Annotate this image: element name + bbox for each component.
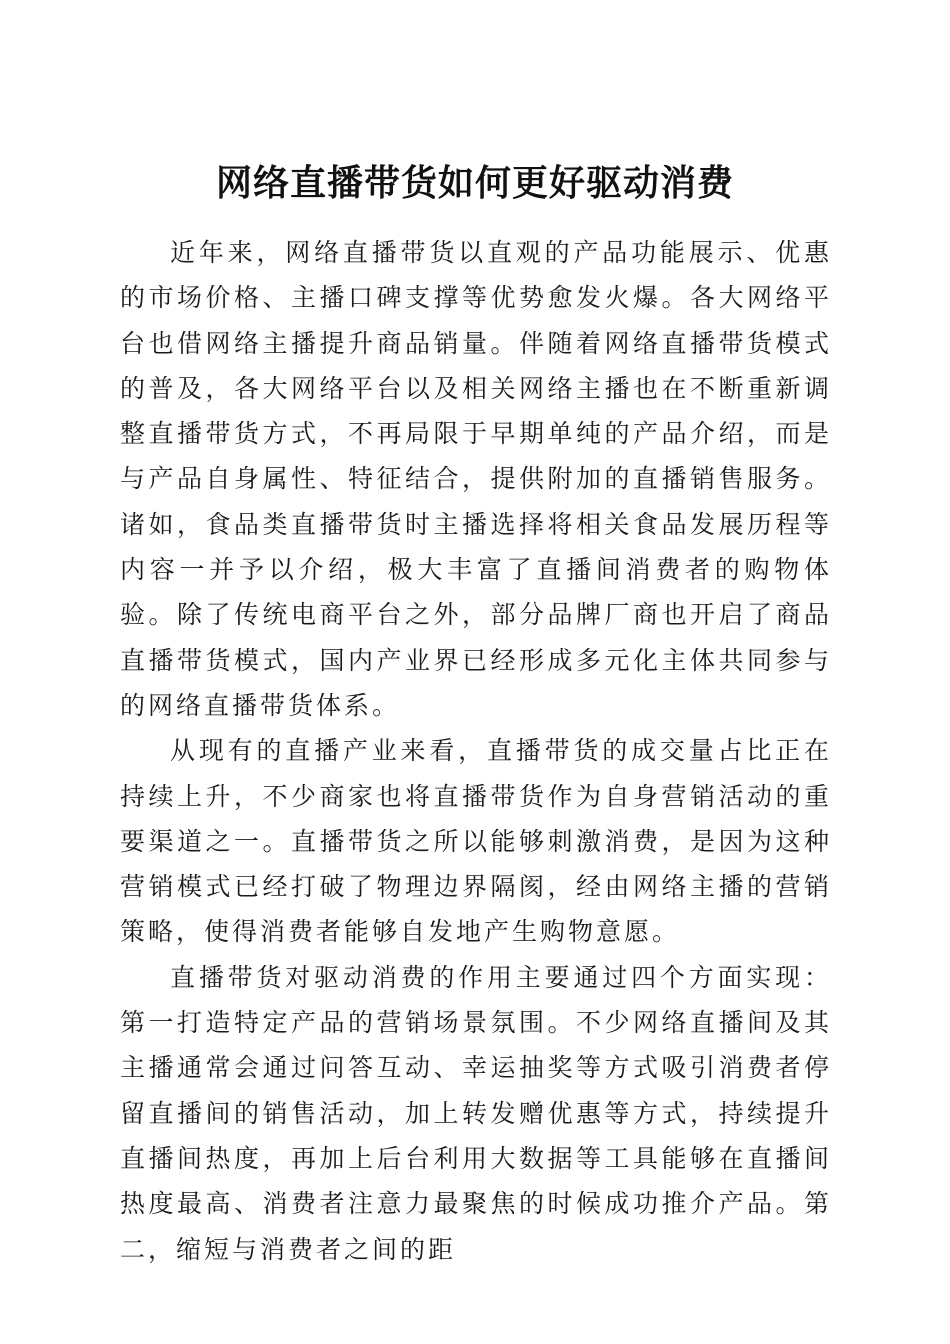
paragraph: 近年来，网络直播带货以直观的产品功能展示、优惠的市场价格、主播口碑支撑等优势愈发火爆。各大网络平台也借网络主播提升商品销量。伴随着网络直播带货模式的普及，各大网络平台以及相关网络主播也在不断重新调整直播带货方式，不再局限于早期单纯的产品介绍，而是与产品自身属性、特征结合，提供附加的直播销售服务。诸如，食品类直播带货时主播选择将相关食品发展历程等内容一并予以介绍，极大丰富了直播间消费者的购物体验。除了传统电商平台之外，部分品牌厂商也开启了商品直播带货模式，国内产业界已经形成多元化主体共同参与的网络直播带货体系。	[120, 238, 832, 720]
document-body	[120, 230, 832, 1272]
document-title: 网络直播带货如何更好驱动消费	[215, 162, 734, 205]
paragraph: 从现有的直播产业来看，直播带货的成交量占比正在持续上升，不少商家也将直播带货作为自身营销活动的重要渠道之一。直播带货之所以能够刺激消费，是因为这种营销模式已经打破了物理边界隔阂，经由网络主播的营销策略，使得消费者能够自发地产生购物意愿。	[120, 736, 832, 947]
paragraph: 直播带货对驱动消费的作用主要通过四个方面实现：第一打造特定产品的营销场景氛围。不少网络直播间及其主播通常会通过问答互动、幸运抽奖等方式吸引消费者停留直播间的销售活动，加上转发赠优惠等方式，持续提升直播间热度，再加上后台利用大数据等工具能够在直播间热度最高、消费者注意力最聚焦的时候成功推介产品。第二，缩短与消费者之间的距	[120, 962, 832, 1264]
